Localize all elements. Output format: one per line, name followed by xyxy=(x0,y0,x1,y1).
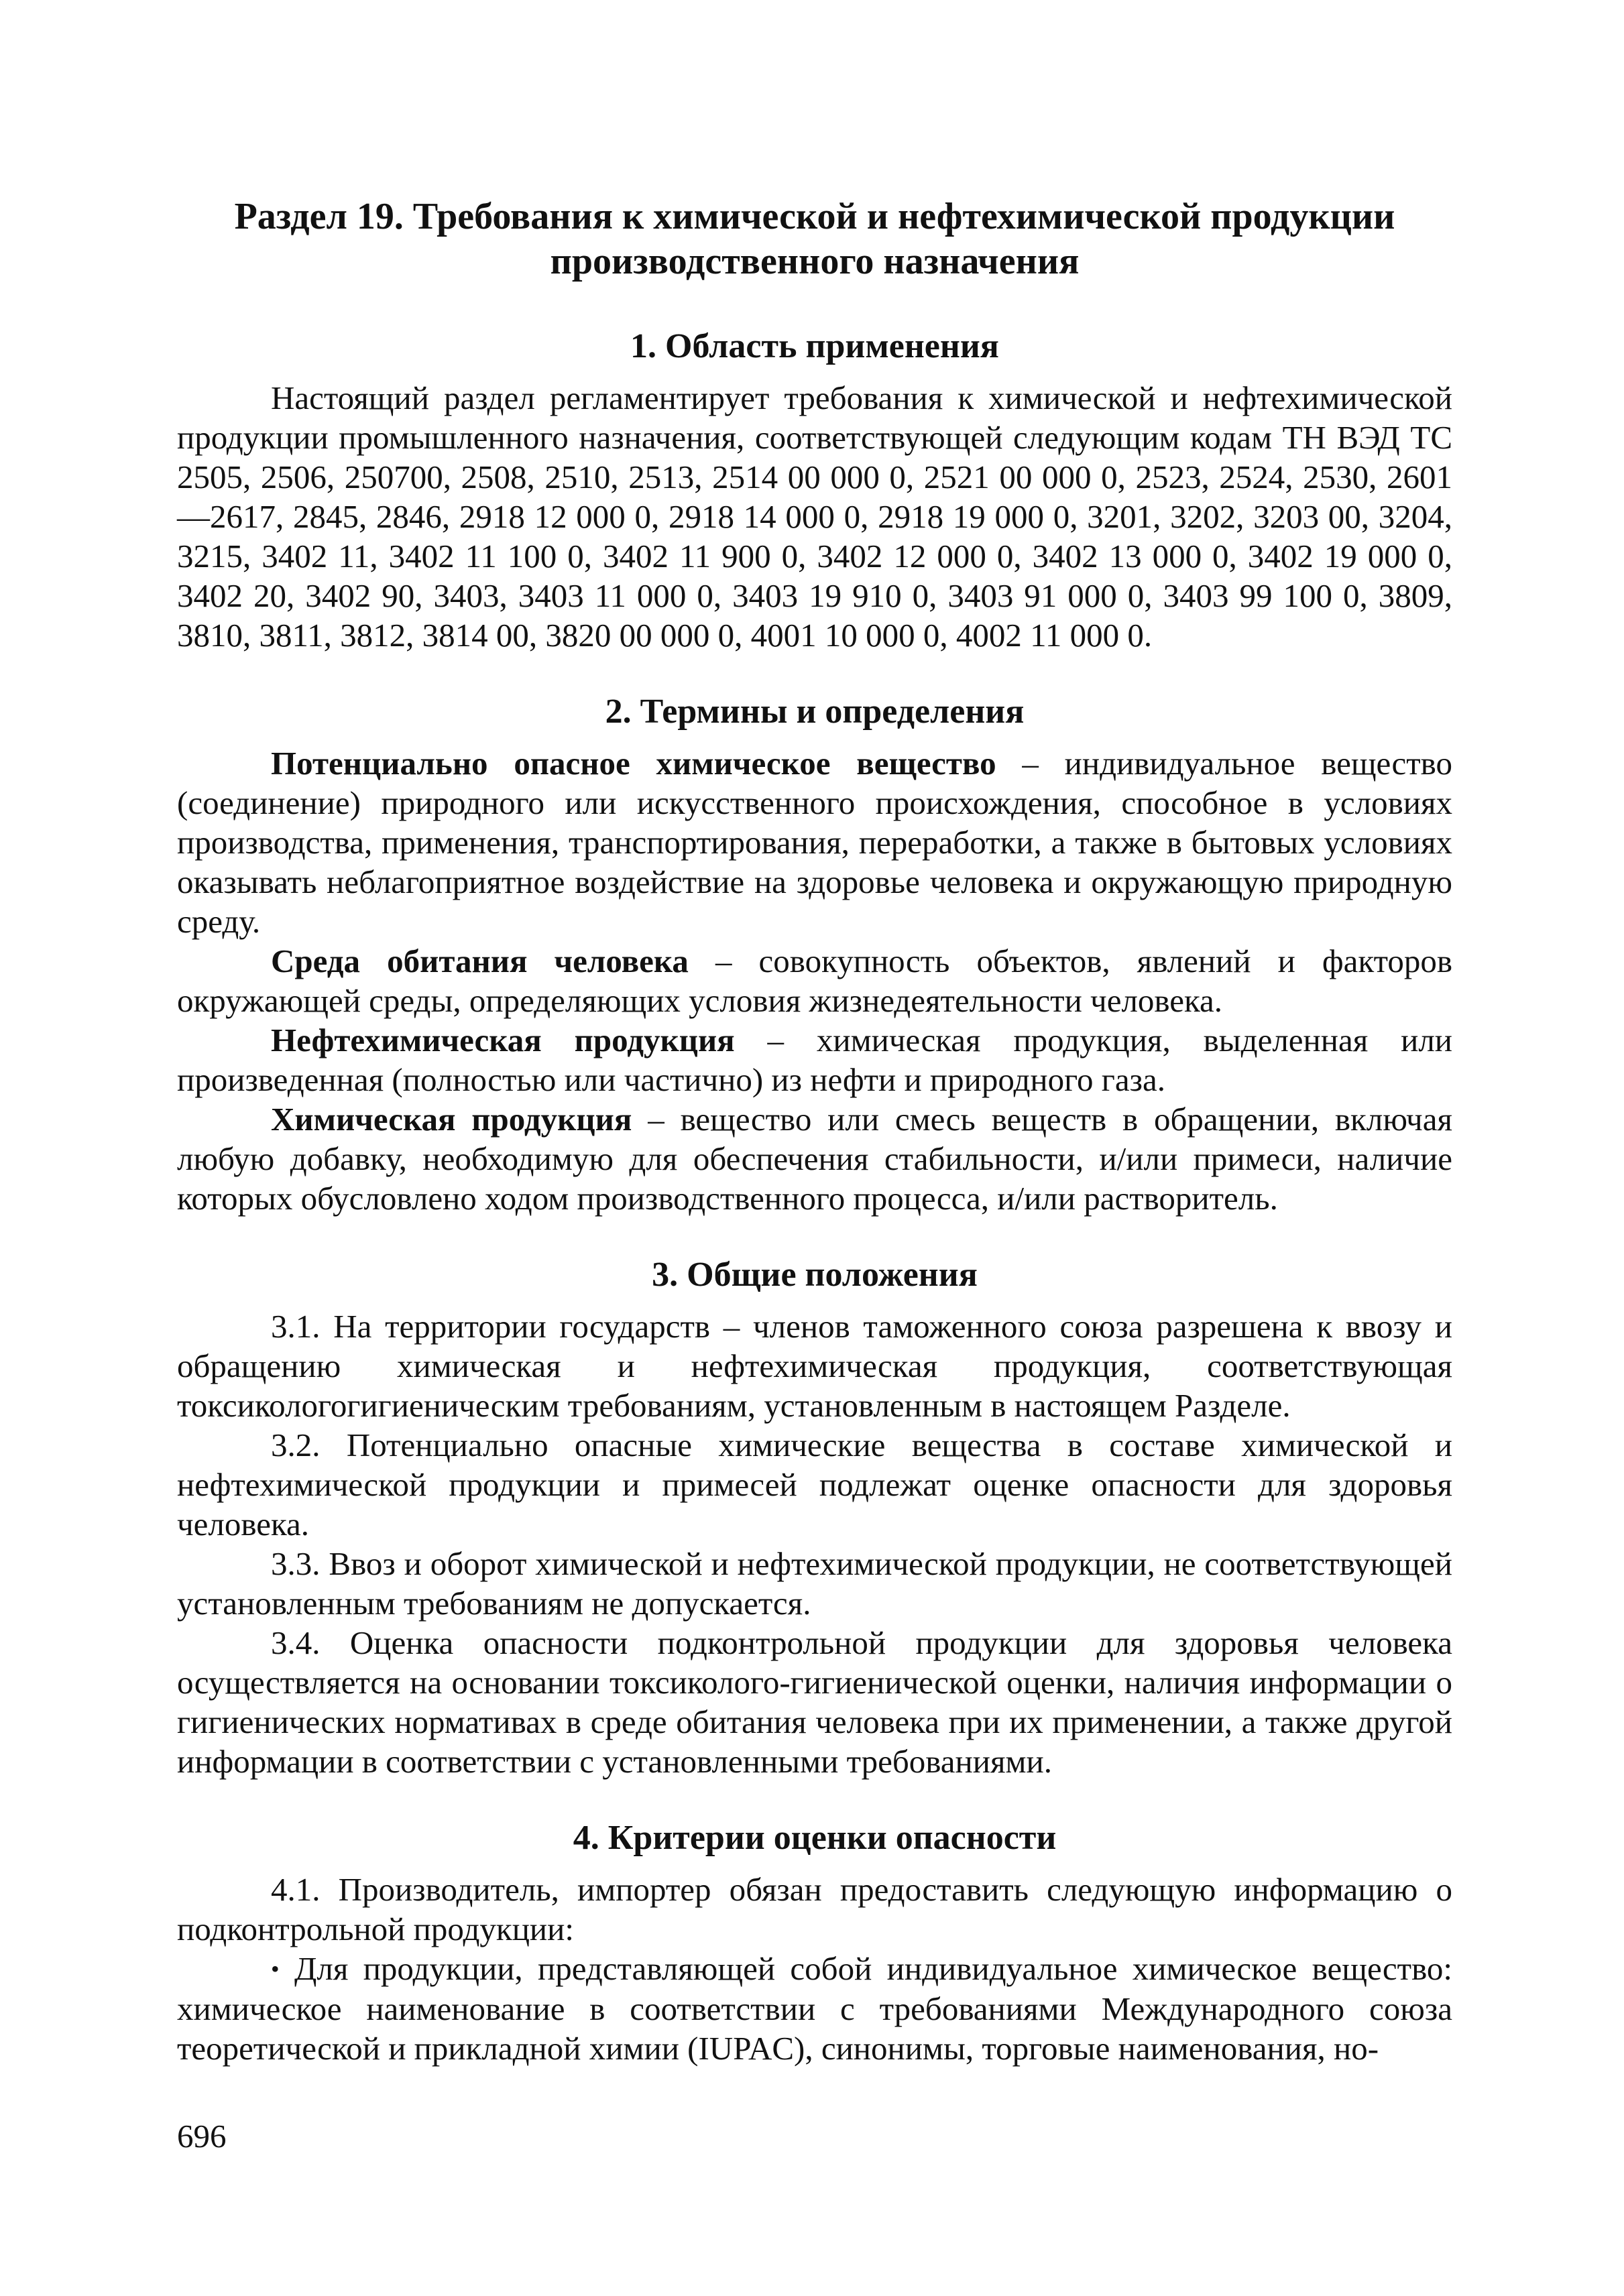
definition-text: – вещество или смесь веществ в обращении, включая любую добавку, необходимую для обеспечения стабильности, и/или примеси, наличие которых обусловлено ходом производственного процесса, и/или растворитель. xyxy=(177,1101,1452,1217)
paragraph: Настоящий раздел регламентирует требования к химической и нефтехимической продукции промышленного назначения, соответствующей следующим кодам ТН ВЭД ТС 2505, 2506, 250700, 2508, 2510, 2513, 2514 00 000 0, 2521 00 000 0, 2523, 2524, 2530, 2601—2617, 2845, 2846, 2918 12 000 0, 2918 14 000 0, 2918 19 000 0, 3201, 3202, 3203 00, 3204, 3215, 3402 11, 3402 11 100 0, 3402 11 900 0, 3402 12 000 0, 3402 13 000 0, 3402 19 000 0, 3402 20, 3402 90, 3403, 3403 11 000 0, 3403 19 910 0, 3403 91 000 0, 3403 99 100 0, 3809, 3810, 3811, 3812, 3814 00, 3820 00 000 0, 4001 10 000 0, 4002 11 000 0. xyxy=(177,379,1452,654)
definition-paragraph xyxy=(177,1020,1452,1099)
paragraph: 3.2. Потенциально опасные химические вещества в составе химической и нефтехимической продукции и примесей подлежат оценке опасности для здоровья человека. xyxy=(177,1427,1452,1543)
section-heading: 4. Критерии оценки опасности xyxy=(573,1819,1057,1857)
page-title xyxy=(177,194,1452,284)
page-title-line-1: Раздел 19. Требования к химической и нефтехимической продукции xyxy=(234,196,1395,237)
paragraph: 3.1. На территории государств – членов таможенного союза разрешена к ввозу и обращению химическая и нефтехимическая продукция, соответствующая токсикологогигиеническим требованиям, установленным в настоящем Разделе. xyxy=(177,1308,1452,1424)
bullet-item xyxy=(177,1949,1452,2068)
paragraph: 3.3. Ввоз и оборот химической и нефтехимической продукции, не соответствующей установленным требованиям не допускается. xyxy=(177,1545,1452,1622)
section-scope xyxy=(177,326,1452,655)
defined-term: Нефтехимическая продукция xyxy=(271,1022,735,1059)
bullet-icon: • xyxy=(271,1955,280,1982)
section-heading: 3. Общие положения xyxy=(652,1256,978,1294)
definition-paragraph xyxy=(177,941,1452,1020)
section-general-provisions xyxy=(177,1254,1452,1781)
paragraph: 3.4. Оценка опасности подконтрольной продукции для здоровья человека осуществляется на основании токсиколого-гигиенической оценки, наличия информации о гигиенических нормативах в среде обитания человека при их применении, а также другой информации в соответствии с установленными требованиями. xyxy=(177,1624,1452,1780)
section-terms xyxy=(177,691,1452,1218)
defined-term: Среда обитания человека xyxy=(271,943,689,979)
document-page xyxy=(177,194,1452,2104)
bullet-text: Для продукции, представляющей собой индивидуальное химическое вещество: химическое наименование в соответствии с требованиями Международного союза теоретической и прикладной химии (IUPAC), синонимы, торговые наименования, но- xyxy=(177,1950,1452,2067)
definition-paragraph xyxy=(177,743,1452,941)
defined-term: Потенциально опасное химическое вещество xyxy=(271,745,996,782)
section-hazard-criteria xyxy=(177,1817,1452,2068)
defined-term: Химическая продукция xyxy=(271,1101,632,1138)
definition-paragraph xyxy=(177,1099,1452,1218)
definition-text: – индивидуальное вещество (соединение) природного или искусственного происхождения, способное в условиях производства, применения, транспортирования, переработки, а также в бытовых условиях оказывать неблагоприятное воздействие на здоровье человека и окружающую природную среду. xyxy=(177,745,1452,940)
section-heading: 2. Термины и определения xyxy=(605,692,1025,731)
section-heading: 1. Область применения xyxy=(630,327,999,365)
definition-text: – совокупность объектов, явлений и факторов окружающей среды, определяющих условия жизнедеятельности человека. xyxy=(177,943,1452,1019)
paragraph: 4.1. Производитель, импортер обязан предоставить следующую информацию о подконтрольной продукции: xyxy=(177,1871,1452,1947)
definition-text: – химическая продукция, выделенная или произведенная (полностью или частично) из нефти и природного газа. xyxy=(177,1022,1453,1098)
page-number: 696 xyxy=(177,2118,227,2155)
page-title-line-2: производственного назначения xyxy=(550,241,1080,282)
